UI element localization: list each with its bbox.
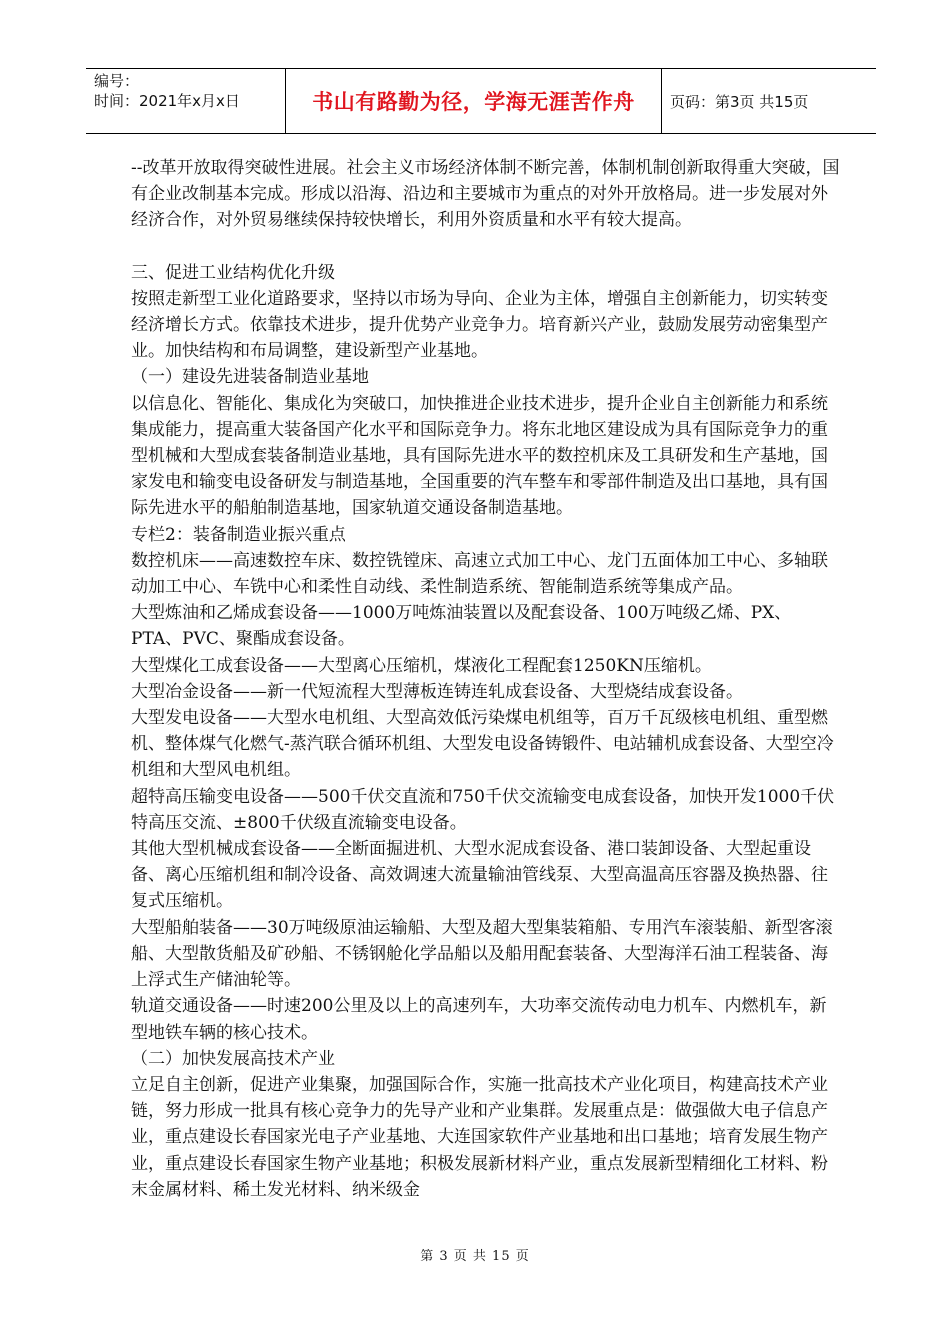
document-time: 时间：2021年x月x日 [94, 92, 240, 110]
header-meta [86, 69, 286, 133]
list-item: 大型煤化工成套设备——大型离心压缩机，煤液化工程配套1250KN压缩机。 [131, 655, 712, 676]
list-item: 其他大型机械成套设备——全断面掘进机、大型水泥成套设备、港口装卸设备、大型起重设备、离心压缩机组和制冷设备、高效调速大流量输油管线泵、大型高温高压容器及换热器、往复式压缩机。 [131, 839, 828, 912]
header-page-number: 页码：第3页 共15页 [670, 92, 809, 111]
list-item: 大型炼油和乙烯成套设备——1000万吨炼油装置以及配套设备、100万吨级乙烯、PX、PTA、PVC、聚酯成套设备。 [131, 603, 792, 650]
blank-line [131, 234, 841, 260]
page-header [86, 68, 876, 134]
box-title: 专栏2：装备制造业振兴重点 [131, 524, 346, 545]
page-footer: 第 3 页 共 15 页 [420, 1249, 530, 1264]
list-item: 超特高压输变电设备——500千伏交直流和750千伏交流输变电成套设备，加快开发1000千伏特高压交流、±800千伏级直流输变电设备。 [131, 786, 835, 833]
subsection-heading: （一）建设先进装备制造业基地 [131, 367, 369, 388]
document-body [131, 155, 841, 1203]
list-item: 轨道交通设备——时速200公里及以上的高速列车，大功率交流传动电力机车、内燃机车，新型地铁车辆的核心技术。 [131, 996, 827, 1043]
list-item: 数控机床——高速数控车床、数控铣镗床、高速立式加工中心、龙门五面体加工中心、多轴联动加工中心、车铣中心和柔性自动线、柔性制造系统、智能制造系统等集成产品。 [131, 550, 828, 598]
section-heading: 三、促进工业结构优化升级 [131, 262, 335, 283]
header-motto: 书山有路勤为径，学海无涯苦作舟 [286, 69, 662, 133]
paragraph: 按照走新型工业化道路要求，坚持以市场为导向、企业为主体，增强自主创新能力，切实转变经济增长方式。依靠技术进步，提升优势产业竞争力。培育新兴产业，鼓励发展劳动密集型产业。加快结构和布局调整，建设新型产业基地。 [131, 288, 828, 362]
list-item: 大型船舶装备——30万吨级原油运输船、大型及超大型集装箱船、专用汽车滚装船、新型客滚船、大型散货船及矿砂船、不锈钢舱化学品船以及船用配套装备、大型海洋石油工程装备、海上浮式生产储油轮等。 [131, 917, 833, 991]
list-item: 大型发电设备——大型水电机组、大型高效低污染煤电机组等，百万千瓦级核电机组、重型燃机、整体煤气化燃气-蒸汽联合循环机组、大型发电设备铸锻件、电站辅机成套设备、大型空冷机组和大型风电机组。 [131, 708, 834, 781]
paragraph: 立足自主创新，促进产业集聚，加强国际合作，实施一批高技术产业化项目，构建高技术产业链，努力形成一批具有核心竞争力的先导产业和产业集群。发展重点是：做强做大电子信息产业，重点建设长春国家光电子产业基地、大连国家软件产业基地和出口基地；培育发展生物产业，重点建设长春国家生物产业基地；积极发展新材料产业，重点发展新型精细化工材料、粉末金属材料、稀土发光材料、纳米级金 [131, 1074, 828, 1200]
document-number: 编号： [94, 72, 140, 90]
paragraph: --改革开放取得突破性进展。社会主义市场经济体制不断完善，体制机制创新取得重大突破，国有企业改制基本完成。形成以沿海、沿边和主要城市为重点的对外开放格局。进一步发展对外经济合作，对外贸易继续保持较快增长，利用外资质量和水平有较大提高。 [131, 158, 840, 231]
list-item: 大型冶金设备——新一代短流程大型薄板连铸连轧成套设备、大型烧结成套设备。 [131, 681, 743, 702]
paragraph: 以信息化、智能化、集成化为突破口，加快推进企业技术进步，提升企业自主创新能力和系统集成能力，提高重大装备国产化水平和国际竞争力。将东北地区建设成为具有国际竞争力的重型机械和大型成套装备制造业基地，具有国际先进水平的数控机床及工具研发和生产基地，国家发电和输变电设备研发与制造基地，全国重要的汽车整车和零部件制造及出口基地，具有国际先进水平的船舶制造基地，国家轨道交通设备制造基地。 [131, 393, 828, 519]
subsection-heading: （二）加快发展高技术产业 [131, 1048, 335, 1069]
